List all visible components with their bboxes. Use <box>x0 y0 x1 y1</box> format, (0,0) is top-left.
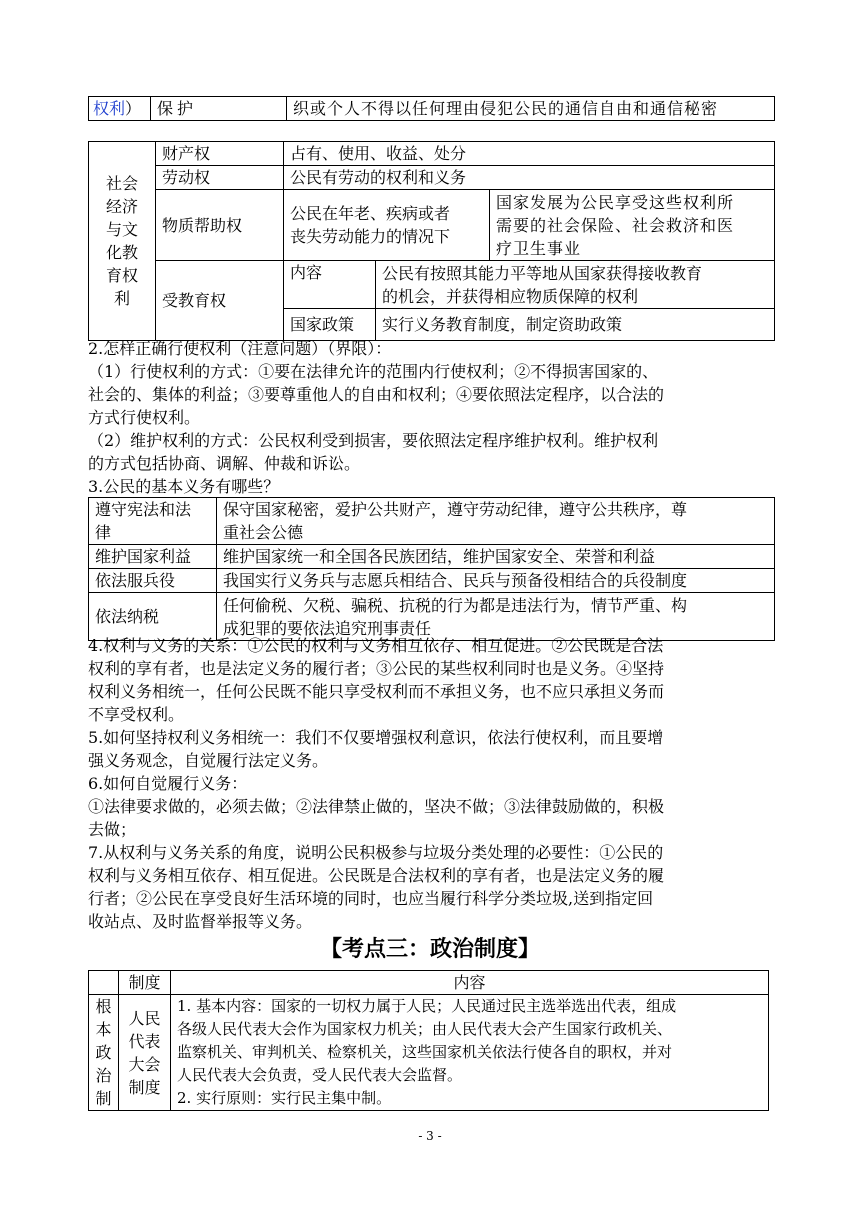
text-line: 权利的享有者，也是法定义务的履行者；③公民的某些权利同时也是义务。④坚持 <box>88 659 665 678</box>
duty-label: 依法纳税 <box>89 593 217 641</box>
education-policy-label: 国家政策 <box>284 309 376 341</box>
top-row-cell-3: 织或个人不得以任何理由侵犯公民的通信自由和通信秘密 <box>287 97 775 121</box>
aid-guarantee-line: 疗卫生事业 <box>496 238 582 258</box>
text-line: 去做； <box>88 820 137 839</box>
material-aid-guarantee <box>490 190 775 261</box>
text-line: （1）行使权利的方式：①要在法律允许的范围内行使权利；②不得损害国家的、 <box>88 362 659 381</box>
system-line: 大会 <box>128 1054 161 1074</box>
category-line: 利 <box>113 289 130 308</box>
text-line: 社会的、集体的利益；③要尊重他人的自由和权利；④要依照法定程序，以合法的 <box>88 385 665 404</box>
labor-right-content: 公民有劳动的权利和义务 <box>284 166 775 190</box>
content-line: 1. 基本内容：国家的一切权力属于人民；人民通过民主选举选出代表，组成 <box>177 997 677 1015</box>
basic-duties-table <box>88 497 775 641</box>
education-policy: 实行义务教育制度，制定资助政策 <box>376 309 775 341</box>
duty-content: 维护国家统一和全国各民族团结，维护国家安全、荣誉和利益 <box>217 545 775 569</box>
education-content <box>376 261 775 309</box>
labor-right-label: 劳动权 <box>156 166 284 190</box>
content-line: 监察机关、审判机关、检察机关，这些国家机关依法行使各自的职权，并对 <box>177 1043 673 1061</box>
socioeconomic-rights-table <box>88 141 775 341</box>
duty-label <box>89 498 217 545</box>
education-content-line: 公民有按照其能力平等地从国家获得接收教育 <box>382 263 703 283</box>
text-line: 6.如何自觉履行义务： <box>88 774 248 793</box>
duty-label: 依法服兵役 <box>89 569 217 593</box>
category-char: 本 <box>95 1020 112 1039</box>
top-rights-row <box>88 96 775 121</box>
category-line: 化教 <box>105 243 138 262</box>
category-char: 制 <box>95 1089 112 1108</box>
content-line: 人民代表大会负责，受人民代表大会监督。 <box>177 1066 463 1084</box>
system-line: 人民 <box>128 1008 161 1028</box>
property-right-content: 占有、使用、收益、处分 <box>284 142 775 166</box>
text-line: 权利与义务相互依存、相互促进。公民既是合法权利的享有者，也是法定义务的履 <box>88 866 665 885</box>
text-line: 方式行使权利。 <box>88 408 201 427</box>
text-line: 5.如何坚持权利义务相统一：我们不仅要增强权利意识，依法行使权利，而且要增 <box>88 728 664 747</box>
education-content-line: 的机会，并获得相应物质保障的权利 <box>382 286 639 306</box>
duty-content-line: 保守国家秘密，爱护公共财产，遵守劳动纪律，遵守公共秩序，尊 <box>223 500 688 519</box>
duty-content-line: 成犯罪的要依法追究刑事责任 <box>223 618 432 638</box>
category-char: 治 <box>95 1066 112 1085</box>
section-heading: 【考点三：政治制度】 <box>319 937 540 962</box>
education-right-label: 受教育权 <box>156 261 284 341</box>
peoples-congress-system <box>119 995 171 1111</box>
duty-label: 维护国家利益 <box>89 545 217 569</box>
text-line: 不享受权利。 <box>88 705 185 724</box>
header-system: 制度 <box>119 971 171 995</box>
text-line: 2.怎样正确行使权利（注意问题）（界限）： <box>88 339 392 358</box>
aid-condition-line: 丧失劳动能力的情况下 <box>290 227 451 246</box>
system-line: 代表 <box>128 1031 161 1051</box>
category-line: 育权 <box>105 266 138 285</box>
aid-guarantee-line: 国家发展为公民享受这些权利所 <box>496 192 735 212</box>
duty-content-line: 重社会公德 <box>223 523 304 542</box>
material-aid-right-label: 物质帮助权 <box>156 190 284 261</box>
rights-link[interactable]: 权利 <box>93 99 126 118</box>
education-content-label: 内容 <box>284 261 376 309</box>
text-line: （2）维护权利的方式：公民权利受到损害，要依照法定程序维护权利。维护权利 <box>88 431 659 450</box>
material-aid-condition <box>284 190 490 261</box>
text-line: 强义务观念，自觉履行法定义务。 <box>88 751 329 770</box>
category-line: 与文 <box>105 220 138 239</box>
category-char: 政 <box>95 1043 112 1062</box>
text-line: 7.从权利与义务关系的角度，说明公民积极参与垃圾分类处理的必要性：①公民的 <box>88 843 664 862</box>
text-line: 4.权利与义务的关系：①公民的权利与义务相互依存、相互促进。②公民既是合法 <box>88 636 664 655</box>
aid-condition-line: 公民在年老、疾病或者 <box>290 204 451 223</box>
duty-label-line: 遵守宪法和法 <box>95 500 192 519</box>
header-content: 内容 <box>171 971 769 995</box>
category-cell <box>89 142 156 341</box>
page-number: - 3 - <box>418 1129 442 1143</box>
category-line: 社会 <box>105 174 138 193</box>
fundamental-system-category <box>89 995 119 1111</box>
content-line: 各级人民代表大会作为国家权力机关；由人民代表大会产生国家行政机关、 <box>177 1020 673 1038</box>
top-row-cell-1-rest: ） <box>125 99 142 118</box>
peoples-congress-content <box>171 995 769 1111</box>
category-char: 根 <box>95 997 112 1016</box>
system-line: 制度 <box>128 1077 161 1097</box>
text-line: 收站点、及时监督举报等义务。 <box>88 912 313 931</box>
text-line: 行者；②公民在享受良好生活环境的同时，也应当履行科学分类垃圾,送到指定回 <box>88 889 654 908</box>
text-line: 3.公民的基本义务有哪些？ <box>88 477 280 496</box>
category-line: 经济 <box>105 197 138 216</box>
duty-content-line: 任何偷税、欠税、骗税、抗税的行为都是违法行为，情节严重、构 <box>223 595 688 615</box>
duty-content: 我国实行义务兵与志愿兵相结合、民兵与预备役相结合的兵役制度 <box>217 569 775 593</box>
text-line: 权利义务相统一，任何公民既不能只享受权利而不承担义务，也不应只承担义务而 <box>88 682 665 701</box>
text-line: ①法律要求做的，必须去做；②法律禁止做的，坚决不做；③法律鼓励做的，积极 <box>88 797 665 816</box>
property-right-label: 财产权 <box>156 142 284 166</box>
top-row-cell-2: 保护 <box>151 97 287 121</box>
duty-content <box>217 498 775 545</box>
text-line: 的方式包括协商、调解、仲裁和诉讼。 <box>88 454 361 473</box>
aid-guarantee-line: 需要的社会保险、社会救济和医 <box>496 215 735 235</box>
duty-label-line: 律 <box>95 523 112 542</box>
content-line: 2. 实行原则：实行民主集中制。 <box>177 1089 392 1107</box>
political-system-table <box>88 970 769 1111</box>
header-blank <box>89 971 119 995</box>
top-row-cell-1 <box>89 97 151 121</box>
